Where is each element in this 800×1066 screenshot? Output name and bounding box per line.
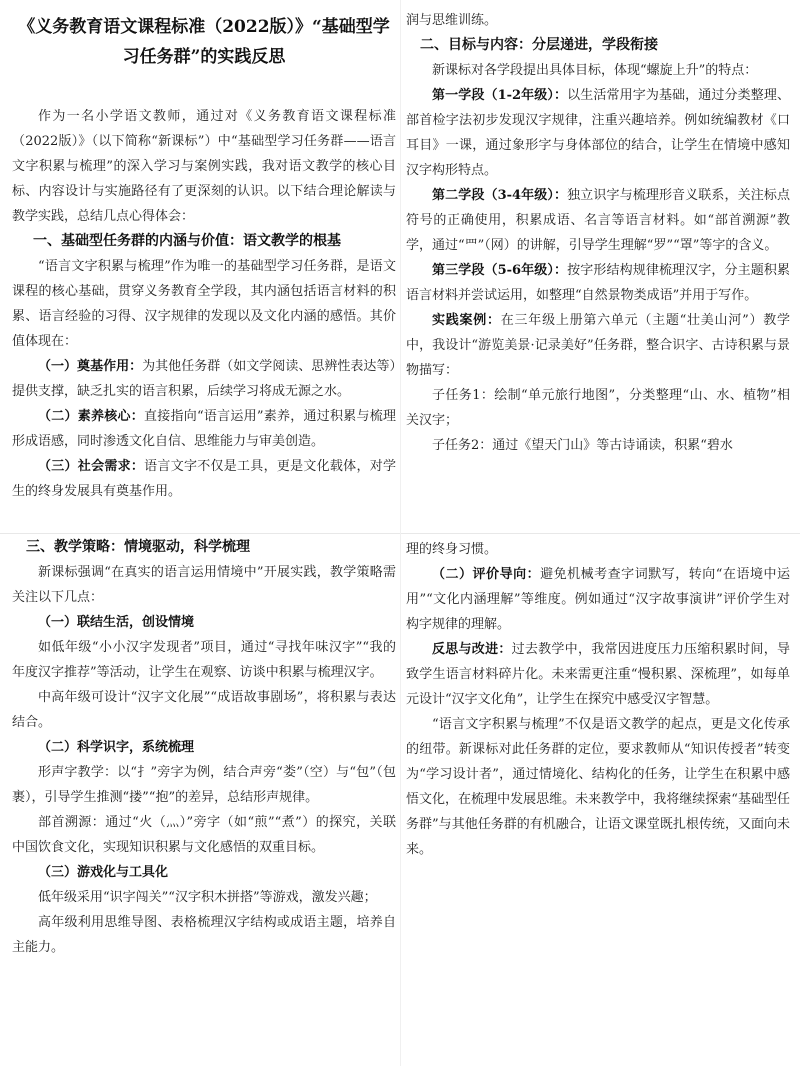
evaluation-label: （二）评价导向： (432, 567, 541, 582)
page-panel-bottom-left (12, 535, 396, 1066)
intro-paragraph: 作为一名小学语文教师，通过对《义务教育语文课程标准（2022版）》（以下简称“新课标”）中“基础型学习任务群——语言文字积累与梳理”的深入学习与案例实践，我对语文教学的核心目标、内容设计与实施路径有了更深刻的认识。以下结合理论解读与教学实践，总结几点心得体会： (12, 109, 396, 224)
reflection-text: 过去教学中，我常因进度压力压缩积累时间，导致学生语言材料碎片化。未来需更注重“慢积累、深梳理”，如每单元设计“汉字文化角”，让学生在探究中感受汉字智慧。 (406, 642, 790, 707)
strategy-heading-3: （三）游戏化与工具化 (38, 865, 169, 880)
stage-2-text: 独立识字与梳理形音义联系，关注标点符号的正确使用，积累成语、名言等语言材料。如“部首溯源”教学，通过“罒”（网）的讲解，引导学生理解“罗”“罩”等字的含义。 (406, 188, 790, 253)
reflection-label: 反思与改进： (432, 642, 512, 657)
continued-text-bottom: 理的终身习惯。 (406, 542, 498, 557)
strategy-1-paragraph-1: 如低年级“小小汉字发现者”项目，通过“寻找年味汉字”“我的年度汉字推荐”等活动，让学生在观察、访谈中积累与梳理汉字。 (12, 640, 396, 680)
value-item-1-text: 为其他任务群（如文学阅读、思辨性表达等）提供支撑，缺乏扎实的语言积累，后续学习将成无源之水。 (12, 359, 396, 399)
strategy-3-paragraph-2: 高年级利用思维导图、表格梳理汉字结构或成语主题，培养自主能力。 (12, 915, 396, 955)
subtask-1: 子任务1：绘制“单元旅行地图”，分类整理“山、水、植物”相关汉字； (406, 388, 790, 428)
strategy-2-paragraph-2: 部首溯源：通过“火（灬）”旁字（如“煎”“煮”）的探究，关联中国饮食文化，实现知识积累与文化感悟的双重目标。 (12, 815, 396, 855)
strategy-3-paragraph-1: 低年级采用“识字闯关”“汉字积木拼搭”等游戏，激发兴趣； (38, 890, 377, 905)
section-heading-1: 一、基础型任务群的内涵与价值：语文教学的根基 (33, 233, 341, 249)
document-title: 《义务教育语文课程标准（2022版）》“基础型学习任务群”的实践反思 (18, 17, 390, 67)
value-item-2 (12, 404, 396, 454)
section3-paragraph: 新课标强调“在真实的语言运用情境中”开展实践，教学策略需关注以下几点： (12, 565, 396, 605)
practice-case-label: 实践案例： (432, 313, 501, 328)
stage-3-label: 第三学段（5-6年级）： (432, 263, 568, 278)
value-item-3 (12, 454, 396, 504)
stage-1-text: 以生活常用字为基础，通过分类整理、部首检字法初步发现汉字规律，注重兴趣培养。例如统编教材《口耳目》一课，通过象形字与身体部位的结合，让学生在情境中感知汉字构形特点。 (406, 88, 790, 178)
page-divider-vertical (400, 0, 401, 1066)
stage-1-paragraph (406, 83, 790, 183)
stage-3-paragraph (406, 258, 790, 308)
value-item-3-text: 语言文字不仅是工具，更是文化载体，对学生的终身发展具有奠基作用。 (12, 459, 396, 499)
section-heading-2: 二、目标与内容：分层递进，学段衔接 (420, 37, 658, 53)
strategy-2-paragraph-1: 形声字教学：以“扌”旁字为例，结合声旁“娄”（空）与“包”（包裹），引导学生推测“搂”“抱”的差异，总结形声规律。 (12, 765, 396, 805)
reflection-paragraph (406, 637, 790, 712)
section1-paragraph: “语言文字积累与梳理”作为唯一的基础型学习任务群，是语文课程的核心基础，贯穿义务教育全学段，其内涵包括语言材料的积累、语言经验的习得、汉字规律的发现以及文化内涵的感悟。其价值体现在： (12, 259, 396, 349)
value-item-1 (12, 354, 396, 404)
subtask-2: 子任务2：通过《望天门山》等古诗诵读，积累“碧水 (432, 438, 733, 453)
value-item-1-label: （一）奠基作用： (38, 359, 143, 374)
continued-text-top: 润与思维训练。 (406, 13, 498, 28)
stage-3-text: 按字形结构规律梳理汉字，分主题积累语言材料并尝试运用，如整理“自然景物类成语”并用于写作。 (406, 263, 790, 303)
stage-2-label: 第二学段（3-4年级）： (432, 188, 568, 203)
strategy-1-paragraph-2: 中高年级可设计“汉字文化展”“成语故事剧场”，将积累与表达结合。 (12, 690, 396, 730)
value-item-3-label: （三）社会需求： (38, 459, 145, 474)
value-item-2-label: （二）素养核心： (38, 409, 144, 424)
evaluation-paragraph (406, 562, 790, 637)
practice-case-text: 在三年级上册第六单元（主题“壮美山河”）教学中，我设计“游览美景·记录美好”任务群，整合识字、古诗积累与景物描写： (406, 313, 790, 378)
page-panel-top-left (12, 8, 396, 530)
section-heading-3: 三、教学策略：情境驱动，科学梳理 (26, 539, 250, 555)
practice-case-paragraph (406, 308, 790, 383)
section2-paragraph: 新课标对各学段提出具体目标，体现“螺旋上升”的特点： (432, 63, 758, 78)
conclusion-paragraph: “语言文字积累与梳理”不仅是语文教学的起点，更是文化传承的纽带。新课标对此任务群的定位，要求教师从“知识传授者”转变为“学习设计者”，通过情境化、结构化的任务，让学生在积累中感悟文化，在梳理中发展思维。未来教学中，我将继续探索“基础型任务群”与其他任务群的有机融合，让语文课堂既扎根传统，又面向未来。 (406, 717, 790, 857)
strategy-heading-1: （一）联结生活，创设情境 (38, 615, 195, 630)
page-panel-bottom-right (406, 535, 790, 1066)
stage-1-label: 第一学段（1-2年级）： (432, 88, 568, 103)
page-panel-top-right (406, 8, 790, 530)
evaluation-text: 避免机械考查字词默写，转向“在语境中运用”“文化内涵理解”等维度。例如通过“汉字故事演讲”评价学生对构字规律的理解。 (406, 567, 790, 632)
stage-2-paragraph (406, 183, 790, 258)
strategy-heading-2: （二）科学识字，系统梳理 (38, 740, 195, 755)
value-item-2-text: 直接指向“语言运用”素养，通过积累与梳理形成语感，同时渗透文化自信、思维能力与审美创造。 (12, 409, 396, 449)
